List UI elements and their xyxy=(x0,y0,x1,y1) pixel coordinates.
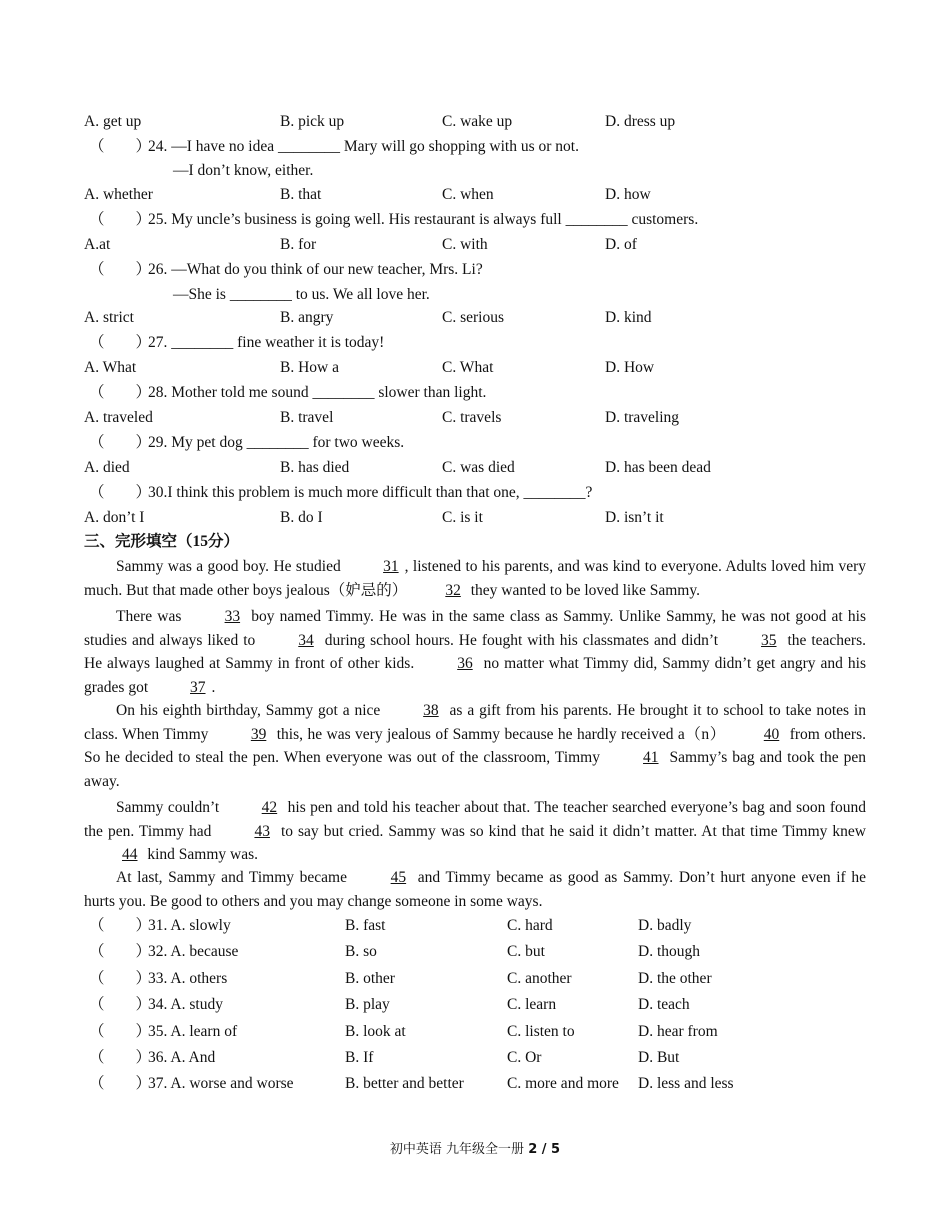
q28-options xyxy=(84,406,874,430)
question-text: I think this problem is much more difficult than that one, ________? xyxy=(167,484,593,501)
option: A. worse and worse xyxy=(170,1075,294,1092)
question-number: 34. xyxy=(148,996,168,1013)
question-text: —I have no idea ________ Mary will go shopping with us or not. xyxy=(171,138,579,155)
answer-paren: （ ） xyxy=(89,1049,152,1066)
q24-options xyxy=(84,183,874,207)
option: B. If xyxy=(345,1049,374,1066)
option: A. others xyxy=(170,970,228,987)
question-26-sub xyxy=(84,283,874,307)
option: A. get up xyxy=(84,113,142,130)
question-29 xyxy=(84,431,874,455)
question-number: 26. xyxy=(148,261,168,278)
answer-paren: （ ） xyxy=(89,261,152,278)
question-text: —What do you think of our new teacher, Mrs. Li? xyxy=(171,261,483,278)
q30-options xyxy=(84,506,874,530)
answer-paren: （ ） xyxy=(89,1075,152,1092)
option: C. was died xyxy=(442,459,515,476)
passage-paragraph-2: There was 33 boy named Timmy. He was in the same class as Sammy. Unlike Sammy, he was not good at his studies and always liked to 34 during school hours. He fought with his classmates and didn’t 35 the teachers. He always laughed at Sammy in front of other kids. 36 no matter what Timmy did, Sammy didn’t get angry and his grades got 37 . xyxy=(84,605,866,699)
footer-title: 初中英语 九年级全一册 xyxy=(389,1142,529,1157)
blank-34: 34 xyxy=(298,631,314,649)
option: A. traveled xyxy=(84,409,153,426)
option: C. serious xyxy=(442,309,504,326)
option: C. wake up xyxy=(442,113,513,130)
question-subtext: —She is ________ to us. We all love her. xyxy=(173,286,430,303)
answer-paren: （ ） xyxy=(89,917,152,934)
answer-paren: （ ） xyxy=(89,434,152,451)
option: A.at xyxy=(84,236,111,253)
passage-paragraph-4: Sammy couldn’t 42 his pen and told his teacher about that. The teacher searched everyone’s bag and soon found the pen. Timmy had 43 to say but cried. Sammy was so kind that he said it didn’t matter. At that time Timmy knew 44 kind Sammy was. xyxy=(84,796,866,867)
question-subtext: —I don’t know, either. xyxy=(173,162,314,179)
question-number: 29. xyxy=(148,434,168,451)
question-27 xyxy=(84,331,874,355)
option: C. Or xyxy=(507,1049,542,1066)
cloze-question-37 xyxy=(84,1071,874,1097)
question-24-sub xyxy=(84,159,874,183)
option: D. kind xyxy=(605,309,652,326)
option: D. less and less xyxy=(638,1075,734,1092)
option: B. play xyxy=(345,996,390,1013)
option: D. hear from xyxy=(638,1023,718,1040)
option: A. strict xyxy=(84,309,134,326)
q25-options xyxy=(84,233,874,257)
question-number: 31. xyxy=(148,917,168,934)
page-footer xyxy=(0,1138,950,1157)
blank-35: 35 xyxy=(761,631,777,649)
q29-options xyxy=(84,456,874,480)
option: B. pick up xyxy=(280,113,345,130)
option: C. learn xyxy=(507,996,557,1013)
question-number: 24. xyxy=(148,138,168,155)
option: D. how xyxy=(605,186,651,203)
option: B. so xyxy=(345,943,377,960)
question-number: 32. xyxy=(148,943,168,960)
question-text: ________ fine weather it is today! xyxy=(171,334,385,351)
question-number: 37. xyxy=(148,1075,168,1092)
question-number: 35. xyxy=(148,1023,168,1040)
answer-paren: （ ） xyxy=(89,334,152,351)
option: D. But xyxy=(638,1049,680,1066)
blank-32: 32 xyxy=(445,581,461,599)
option: A. because xyxy=(170,943,239,960)
passage-paragraph-5: At last, Sammy and Timmy became 45 and Timmy became as good as Sammy. Don’t hurt anyone even if he hurts you. Be good to others and you may change someone in some ways. xyxy=(84,866,866,913)
question-number: 28. xyxy=(148,384,168,401)
blank-33: 33 xyxy=(224,608,241,625)
q26-options xyxy=(84,306,874,330)
option: C. when xyxy=(442,186,494,203)
option: C. but xyxy=(507,943,545,960)
q27-options xyxy=(84,356,874,380)
option: C. more and more xyxy=(507,1075,619,1092)
question-24 xyxy=(84,135,874,159)
cloze-question-34 xyxy=(84,992,874,1018)
question-25 xyxy=(84,208,874,232)
blank-40: 40 xyxy=(763,725,780,743)
answer-paren: （ ） xyxy=(89,996,152,1013)
question-text: My uncle’s business is going well. His restaurant is always full ________ customers. xyxy=(171,211,699,228)
option: B. angry xyxy=(280,309,334,326)
answer-paren: （ ） xyxy=(89,970,152,987)
cloze-question-36 xyxy=(84,1045,874,1071)
blank-42: 42 xyxy=(261,799,278,816)
cloze-question-31 xyxy=(84,913,874,939)
question-number: 33. xyxy=(148,970,168,987)
question-28 xyxy=(84,381,874,405)
question-text: Mother told me sound ________ slower than light. xyxy=(171,384,487,401)
option: C. What xyxy=(442,359,494,376)
option: B. for xyxy=(280,236,317,253)
option: A. died xyxy=(84,459,130,476)
blank-37: 37 xyxy=(190,678,206,696)
option: D. How xyxy=(605,359,655,376)
question-number: 36. xyxy=(148,1049,168,1066)
question-number: 27. xyxy=(148,334,168,351)
option: D. dress up xyxy=(605,113,676,130)
option: B. other xyxy=(345,970,395,987)
answer-paren: （ ） xyxy=(89,211,152,228)
section-heading xyxy=(84,530,874,554)
option: B. look at xyxy=(345,1023,406,1040)
option: A. study xyxy=(170,996,223,1013)
option: B. do I xyxy=(280,509,323,526)
blank-45: 45 xyxy=(390,869,407,886)
option: B. How a xyxy=(280,359,339,376)
option: C. with xyxy=(442,236,488,253)
option: C. another xyxy=(507,970,572,987)
question-number: 25. xyxy=(148,211,168,228)
blank-43: 43 xyxy=(254,822,270,840)
question-text: My pet dog ________ for two weeks. xyxy=(171,434,405,451)
option: B. that xyxy=(280,186,322,203)
question-30 xyxy=(84,481,874,505)
blank-39: 39 xyxy=(250,725,267,743)
blank-38: 38 xyxy=(423,702,439,719)
answer-paren: （ ） xyxy=(89,384,152,401)
question-number: 30. xyxy=(148,484,168,501)
section-title: 三、完形填空（15分） xyxy=(84,533,240,550)
option: D. teach xyxy=(638,996,690,1013)
answer-paren: （ ） xyxy=(89,1023,152,1040)
cloze-question-33 xyxy=(84,966,874,992)
option: A. learn of xyxy=(170,1023,238,1040)
answer-paren: （ ） xyxy=(89,943,152,960)
option: C. travels xyxy=(442,409,502,426)
blank-41: 41 xyxy=(643,749,659,766)
option: D. of xyxy=(605,236,637,253)
option: D. the other xyxy=(638,970,712,987)
option: D. traveling xyxy=(605,409,680,426)
cloze-question-32 xyxy=(84,939,874,965)
option: A. And xyxy=(170,1049,216,1066)
option: B. travel xyxy=(280,409,334,426)
answer-paren: （ ） xyxy=(89,138,152,155)
blank-36: 36 xyxy=(457,655,473,672)
option: D. has been dead xyxy=(605,459,711,476)
option: C. listen to xyxy=(507,1023,575,1040)
option: B. better and better xyxy=(345,1075,464,1092)
question-26 xyxy=(84,258,874,282)
option: A. don’t I xyxy=(84,509,145,526)
option: B. fast xyxy=(345,917,386,934)
option: A. What xyxy=(84,359,137,376)
blank-44: 44 xyxy=(122,846,138,863)
answer-paren: （ ） xyxy=(89,484,152,501)
option: D. badly xyxy=(638,917,692,934)
page-number: 2 / 5 xyxy=(528,1142,561,1157)
option: C. hard xyxy=(507,917,553,934)
cloze-question-35 xyxy=(84,1019,874,1045)
q23-options xyxy=(84,110,874,134)
option: C. is it xyxy=(442,509,483,526)
passage-paragraph-3: On his eighth birthday, Sammy got a nice 38 as a gift from his parents. He brought it to school to take notes in class. When Timmy 39 this, he was very jealous of Sammy because he hardly received a（n） 40 from others. So he decided to steal the pen. When everyone was out of the classroom, Timmy 41 Sammy’s bag and took the pen away. xyxy=(84,699,866,793)
option: D. isn’t it xyxy=(605,509,664,526)
option: A. slowly xyxy=(170,917,231,934)
option: B. has died xyxy=(280,459,350,476)
blank-31: 31 xyxy=(383,558,399,575)
option: D. though xyxy=(638,943,700,960)
option: A. whether xyxy=(84,186,153,203)
passage-paragraph-1: Sammy was a good boy. He studied 31 , listened to his parents, and was kind to everyone. Adults loved him very much. But that made other boys jealous（妒忌的） 32 they wanted to be loved like Sammy. xyxy=(84,555,866,602)
